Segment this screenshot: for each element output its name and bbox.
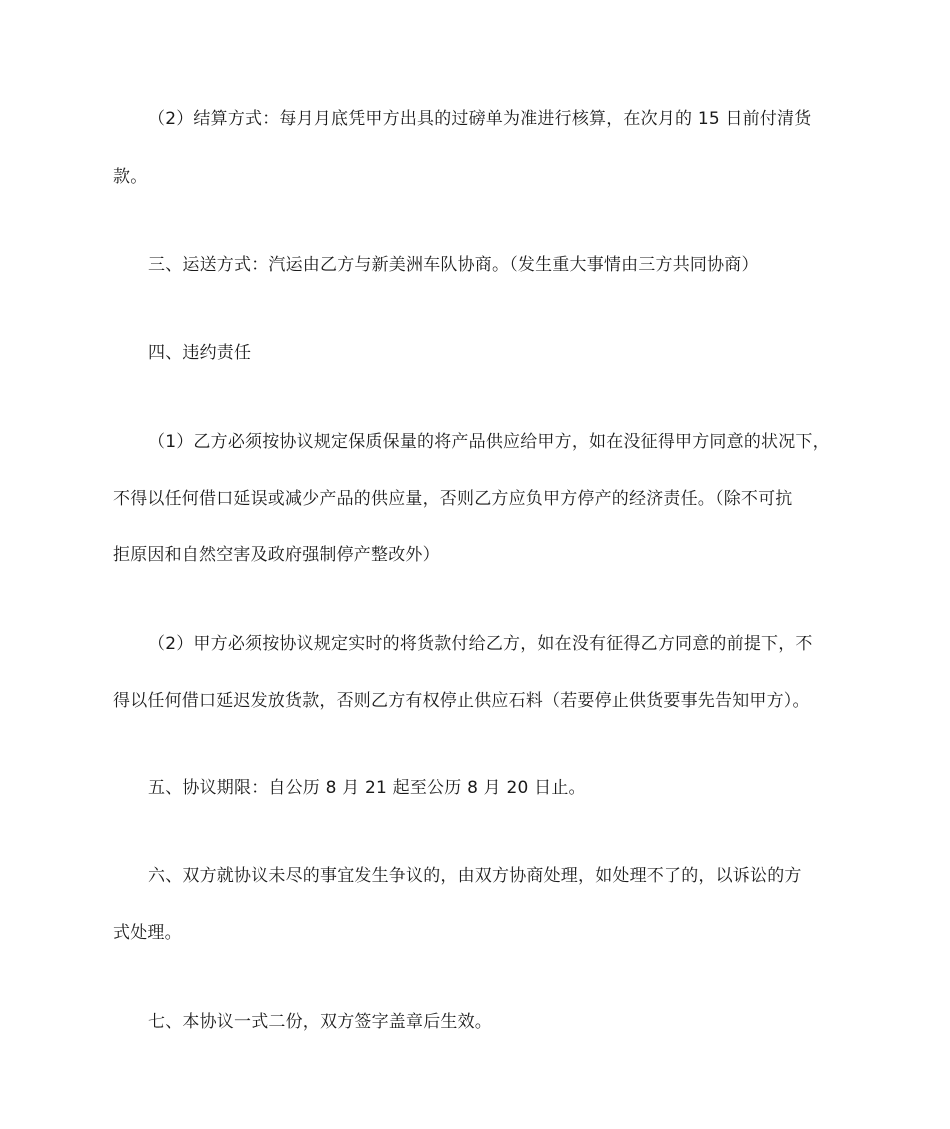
settlement-clause-line-2: 款。 [113, 167, 148, 187]
breach-clause-1-line-1: （1）乙方必须按协议规定保质保量的将产品供应给甲方，如在没征得甲方同意的状况下， [148, 432, 830, 452]
breach-clause-2-line-2: 得以任何借口延迟发放货款，否则乙方有权停止供应石料（若要停止供货要事先告知甲方）。 [113, 691, 810, 711]
breach-liability-heading: 四、违约责任 [148, 343, 252, 363]
agreement-term-clause: 五、协议期限：自公历 8 月 21 起至公历 8 月 20 日止。 [148, 778, 586, 798]
breach-clause-1-line-2: 不得以任何借口延误或减少产品的供应量，否则乙方应负甲方停产的经济责任。（除不可抗 [113, 489, 793, 509]
breach-clause-2-line-1: （2）甲方必须按协议规定实时的将货款付给乙方，如在没有征得乙方同意的前提下，不 [148, 634, 813, 654]
dispute-clause-line-1: 六、双方就协议未尽的事宜发生争议的，由双方协商处理，如处理不了的，以诉讼的方 [148, 866, 802, 886]
effectiveness-clause: 七、本协议一式二份，双方签字盖章后生效。 [148, 1012, 492, 1032]
breach-clause-1-line-3: 拒原因和自然空害及政府强制停产整改外） [113, 545, 440, 565]
transport-clause: 三、运送方式：汽运由乙方与新美洲车队协商。（发生重大事情由三方共同协商） [148, 255, 759, 275]
settlement-clause-line-1: （2）结算方式：每月月底凭甲方出具的过磅单为准进行核算，在次月的 15 日前付清货 [148, 109, 812, 129]
dispute-clause-line-2: 式处理。 [113, 923, 182, 943]
